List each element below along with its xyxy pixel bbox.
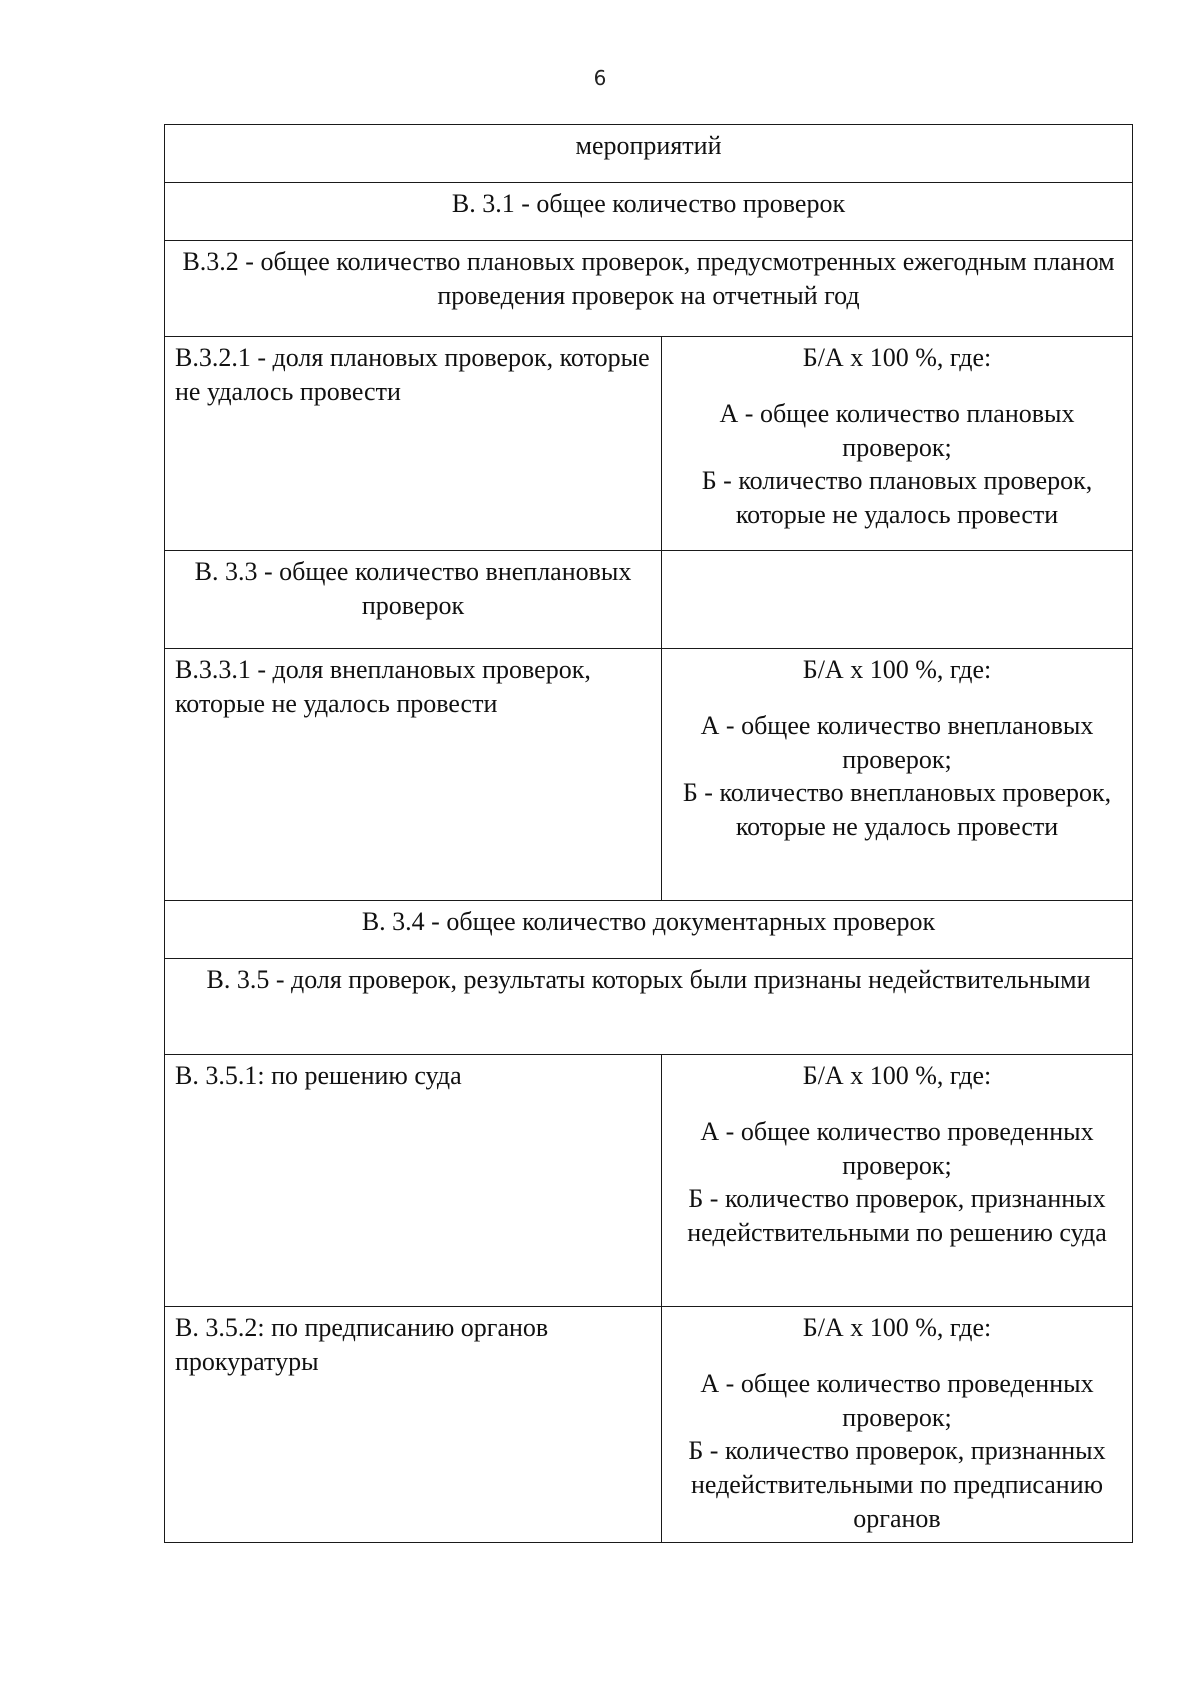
row-b-3-5-2-formula-cell: [662, 1307, 1133, 1543]
definition-b: Б - количество проверок, признанных недействительными по предписанию органов: [688, 1436, 1106, 1533]
table-row: [165, 1307, 1133, 1543]
row-b-3-2: В.3.2 - общее количество плановых проверок, предусмотренных ежегодным планом проведения проверок на отчетный год: [165, 241, 1133, 337]
formula-text: Б/А х 100 %, где:: [802, 343, 992, 372]
table-row: [165, 1055, 1133, 1307]
definition-b: Б - количество внеплановых проверок, которые не удалось провести: [682, 778, 1112, 842]
table-row: [165, 183, 1133, 241]
row-b-3-3-1-formula-cell: [662, 649, 1133, 901]
definition-b: Б - количество плановых проверок, которые не удалось провести: [701, 466, 1093, 530]
table-row: [165, 959, 1133, 1055]
row-b-3-4: В. 3.4 - общее количество документарных проверок: [165, 901, 1133, 959]
table-row: [165, 125, 1133, 183]
definition-a: А - общее количество проведенных проверок;: [700, 1116, 1094, 1180]
definition-a: А - общее количество плановых проверок;: [719, 398, 1075, 462]
formula-text: Б/А х 100 %, где:: [802, 655, 992, 684]
indicators-table: [164, 124, 1133, 1543]
row-b-3-3-empty-cell: [662, 551, 1133, 649]
row-b-3-2-1-formula-cell: [662, 337, 1133, 551]
table-row: [165, 901, 1133, 959]
row-b-3-5-1-formula-cell: [662, 1055, 1133, 1307]
row-b-3-3-label: В. 3.3 - общее количество внеплановых проверок: [165, 551, 662, 649]
row-b-3-5-1-label: В. 3.5.1: по решению суда: [165, 1055, 662, 1307]
row-b-3-1: В. 3.1 - общее количество проверок: [165, 183, 1133, 241]
table-row: [165, 241, 1133, 337]
table-row: [165, 337, 1133, 551]
row-b-3-5: В. 3.5 - доля проверок, результаты которых были признаны недействительными: [165, 959, 1133, 1055]
table-row: [165, 551, 1133, 649]
row-b-3-2-1-label: В.3.2.1 - доля плановых проверок, которые не удалось провести: [165, 337, 662, 551]
definition-b: Б - количество проверок, признанных недействительными по решению суда: [687, 1184, 1107, 1248]
row-continuation-text: мероприятий: [165, 125, 1133, 183]
table-row: [165, 649, 1133, 901]
formula-text: Б/А х 100 %, где:: [802, 1061, 992, 1090]
row-b-3-3-1-label: В.3.3.1 - доля внеплановых проверок, которые не удалось провести: [165, 649, 662, 901]
definition-a: А - общее количество проведенных проверок;: [700, 1368, 1094, 1432]
formula-text: Б/А х 100 %, где:: [802, 1313, 992, 1342]
row-b-3-5-2-label: В. 3.5.2: по предписанию органов прокуратуры: [165, 1307, 662, 1543]
definition-a: А - общее количество внеплановых проверок;: [700, 710, 1094, 774]
page-number: 6: [593, 66, 607, 90]
